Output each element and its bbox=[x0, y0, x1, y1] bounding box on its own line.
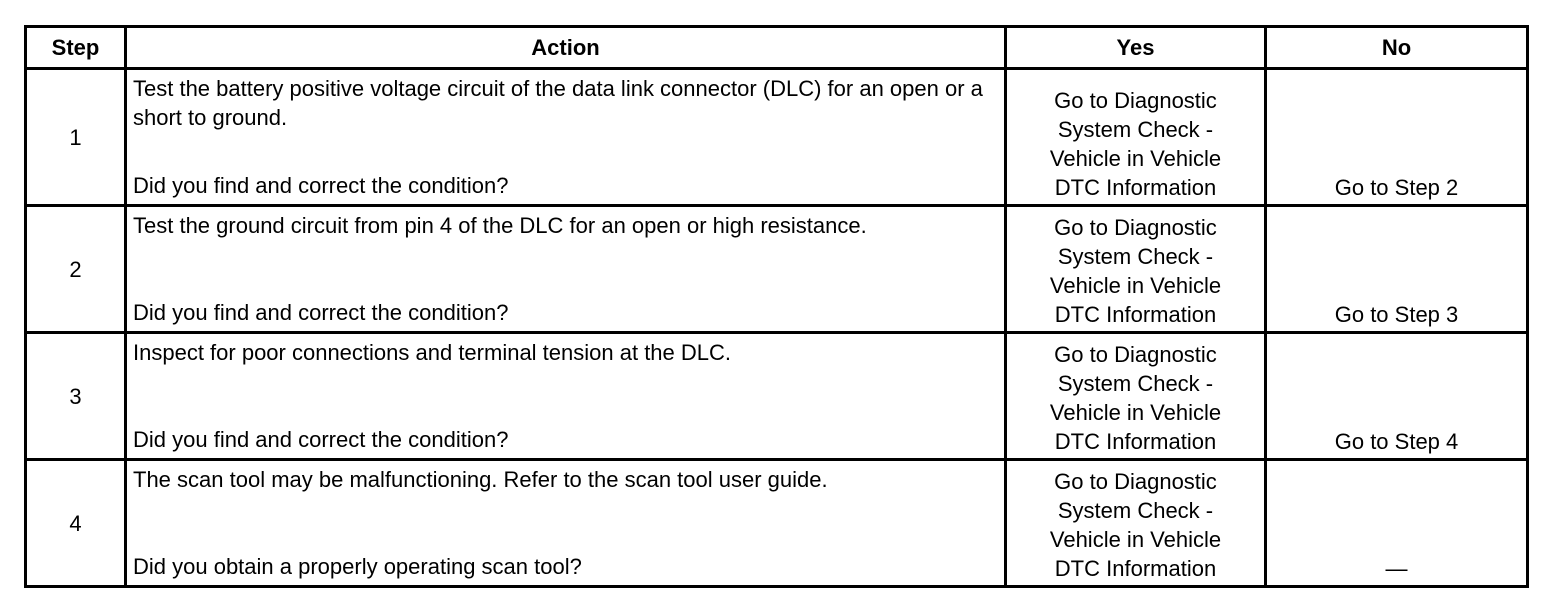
yes-result bbox=[1006, 333, 1266, 460]
action-cell bbox=[126, 460, 1006, 587]
table-row bbox=[26, 333, 1528, 460]
header-action: Action bbox=[126, 27, 1006, 69]
step-number: 3 bbox=[26, 333, 126, 460]
yes-line: Vehicle in Vehicle bbox=[1049, 273, 1222, 298]
yes-line: System Check - bbox=[1057, 498, 1214, 523]
yes-line: Vehicle in Vehicle bbox=[1049, 146, 1222, 171]
yes-line: Go to Diagnostic bbox=[1054, 342, 1217, 367]
yes-line: System Check - bbox=[1057, 117, 1214, 142]
yes-line: Go to Diagnostic bbox=[1054, 469, 1217, 494]
question-text: Did you find and correct the condition? bbox=[133, 173, 509, 198]
yes-line: DTC Information bbox=[1054, 175, 1217, 200]
question-text: Did you find and correct the condition? bbox=[133, 300, 509, 325]
table-header-row bbox=[26, 27, 1528, 69]
yes-line: Go to Diagnostic bbox=[1054, 215, 1217, 240]
no-result: Go to Step 4 bbox=[1266, 333, 1528, 460]
question-text: Did you obtain a properly operating scan tool? bbox=[133, 554, 582, 579]
header-no: No bbox=[1266, 27, 1528, 69]
action-text: The scan tool may be malfunctioning. Refer to the scan tool user guide. bbox=[133, 467, 828, 492]
table-row bbox=[26, 69, 1528, 206]
yes-line: Vehicle in Vehicle bbox=[1049, 400, 1222, 425]
action-cell bbox=[126, 333, 1006, 460]
table-row bbox=[26, 206, 1528, 333]
yes-line: Go to Diagnostic bbox=[1054, 88, 1217, 113]
yes-line: System Check - bbox=[1057, 244, 1214, 269]
no-result: — bbox=[1266, 460, 1528, 587]
yes-result bbox=[1006, 460, 1266, 587]
header-step: Step bbox=[26, 27, 126, 69]
yes-line: System Check - bbox=[1057, 371, 1214, 396]
question-text: Did you find and correct the condition? bbox=[133, 427, 509, 452]
yes-result bbox=[1006, 69, 1266, 206]
step-number: 2 bbox=[26, 206, 126, 333]
action-text: Test the ground circuit from pin 4 of the DLC for an open or high resistance. bbox=[133, 213, 867, 238]
yes-line: DTC Information bbox=[1054, 302, 1217, 327]
step-number: 4 bbox=[26, 460, 126, 587]
action-text: Test the battery positive voltage circuit of the data link connector (DLC) for an open or a short to ground. bbox=[133, 76, 983, 130]
yes-line: DTC Information bbox=[1054, 429, 1217, 454]
header-yes: Yes bbox=[1006, 27, 1266, 69]
action-cell bbox=[126, 69, 1006, 206]
yes-line: DTC Information bbox=[1054, 556, 1217, 581]
action-cell bbox=[126, 206, 1006, 333]
yes-line: Vehicle in Vehicle bbox=[1049, 527, 1222, 552]
action-text: Inspect for poor connections and terminal tension at the DLC. bbox=[133, 340, 732, 365]
yes-result bbox=[1006, 206, 1266, 333]
no-result: Go to Step 2 bbox=[1266, 69, 1528, 206]
step-number: 1 bbox=[26, 69, 126, 206]
diagnostic-steps-table bbox=[24, 25, 1529, 588]
table-row bbox=[26, 460, 1528, 587]
no-result: Go to Step 3 bbox=[1266, 206, 1528, 333]
